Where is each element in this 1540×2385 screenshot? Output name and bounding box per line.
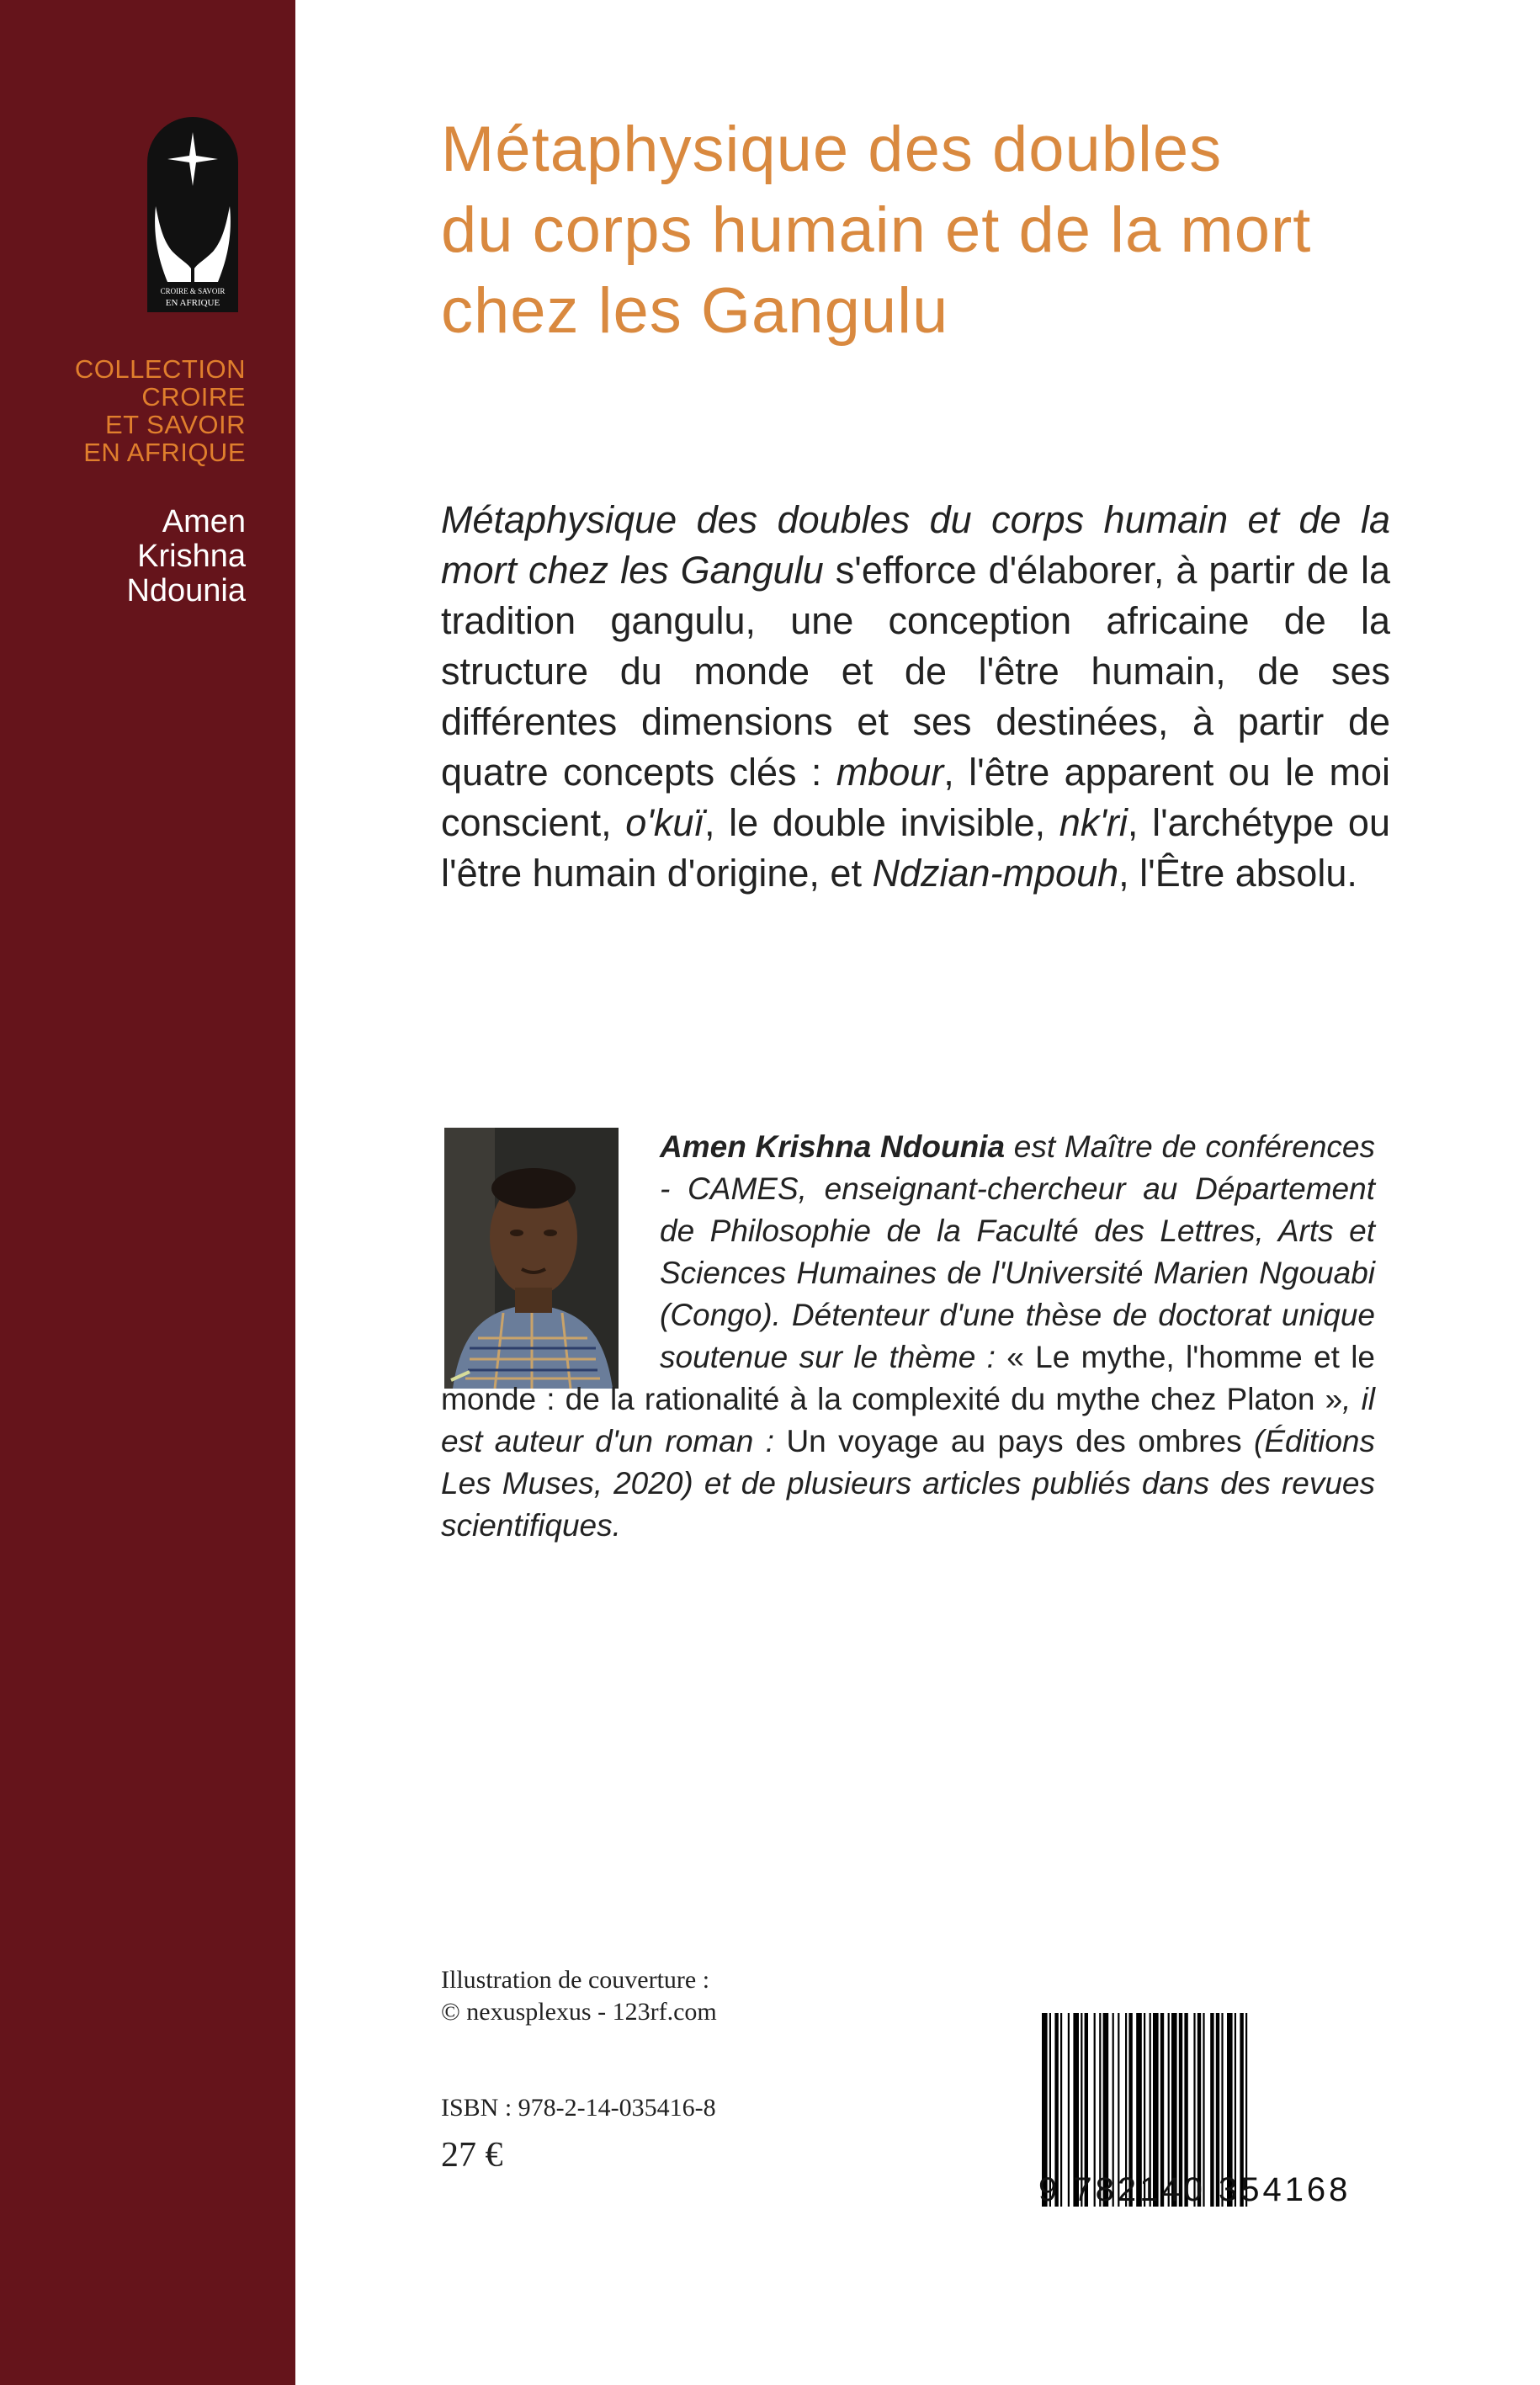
- bio-thesis: « Le mythe, l'homme et le monde : de la rationalité à la complexité du mythe chez Platon »: [441, 1340, 1375, 1416]
- bio-text: est Maître de conférences - CAMES, enseignant-chercheur au Département de Philosophie de la Faculté des Lettres, Arts et Sciences Humaines de l'Université Marien Ngouabi (Congo). Détenteur d'une thèse de doctorat unique soutenue sur le thème :: [660, 1129, 1375, 1374]
- collection-line: ET SAVOIR: [104, 410, 246, 439]
- logo-text-1: CROIRE & SAVOIR: [160, 287, 226, 295]
- photo-spacer: [441, 1126, 660, 1374]
- cover-credits: [441, 1964, 717, 2028]
- bio-text: (Éditions Les Muses, 2020) et de plusieurs articles publiés dans des revues scientifiques.: [441, 1424, 1376, 1543]
- summary-text: s'efforce d'élaborer, à partir de la tradition gangulu, une conception africaine de la structure du monde et de l'être humain, de ses différentes dimensions et ses destinées, à partir de quatre concepts clés :: [441, 549, 1390, 794]
- price: 27 €: [441, 2136, 503, 2175]
- credit-line: Illustration de couverture :: [441, 1966, 710, 1994]
- bio-author-name: Amen Krishna Ndounia: [660, 1129, 1006, 1164]
- book-title: [441, 109, 1434, 352]
- summary-title: Métaphysique des doubles du corps humain et de la mort chez les Gangulu: [441, 498, 1390, 592]
- barcode-digits: 9 782140 354168: [1038, 2171, 1351, 2208]
- spine-band: [0, 0, 295, 2385]
- summary-text: , le double invisible,: [704, 801, 1059, 844]
- title-line: chez les Gangulu: [441, 275, 949, 347]
- logo-text-2: EN AFRIQUE: [165, 298, 220, 308]
- title-line: Métaphysique des doubles: [441, 114, 1223, 185]
- term-nkri: nk'ri: [1059, 801, 1128, 844]
- author-line: Krishna: [137, 539, 246, 574]
- term-okui: o'kuï: [625, 801, 704, 844]
- title-line: du corps humain et de la mort: [441, 194, 1312, 266]
- bio-text: , il est auteur d'un roman :: [441, 1382, 1376, 1458]
- collection-logo: [144, 114, 242, 316]
- collection-name: [17, 355, 246, 466]
- isbn: ISBN : 978-2-14-035416-8: [441, 2094, 716, 2122]
- term-mbour: mbour: [836, 751, 944, 794]
- author-line: Amen: [162, 504, 246, 539]
- collection-line: CROIRE: [141, 382, 246, 412]
- collection-line: COLLECTION: [74, 354, 246, 384]
- summary-text: , l'être apparent ou le moi conscient,: [441, 751, 1390, 844]
- term-ndzian: Ndzian-mpouh: [872, 852, 1119, 895]
- summary-paragraph: [441, 495, 1390, 899]
- summary-text: , l'Être absolu.: [1118, 852, 1357, 895]
- spine-author: [17, 505, 246, 608]
- collection-line: EN AFRIQUE: [83, 438, 246, 467]
- author-line: Ndounia: [126, 573, 246, 608]
- bio-novel: Un voyage au pays des ombres: [786, 1424, 1242, 1458]
- author-bio: [441, 1126, 1375, 1547]
- credit-line: © nexusplexus - 123rf.com: [441, 1998, 717, 2026]
- summary-text: , l'archétype ou l'être humain d'origine, et: [441, 801, 1390, 895]
